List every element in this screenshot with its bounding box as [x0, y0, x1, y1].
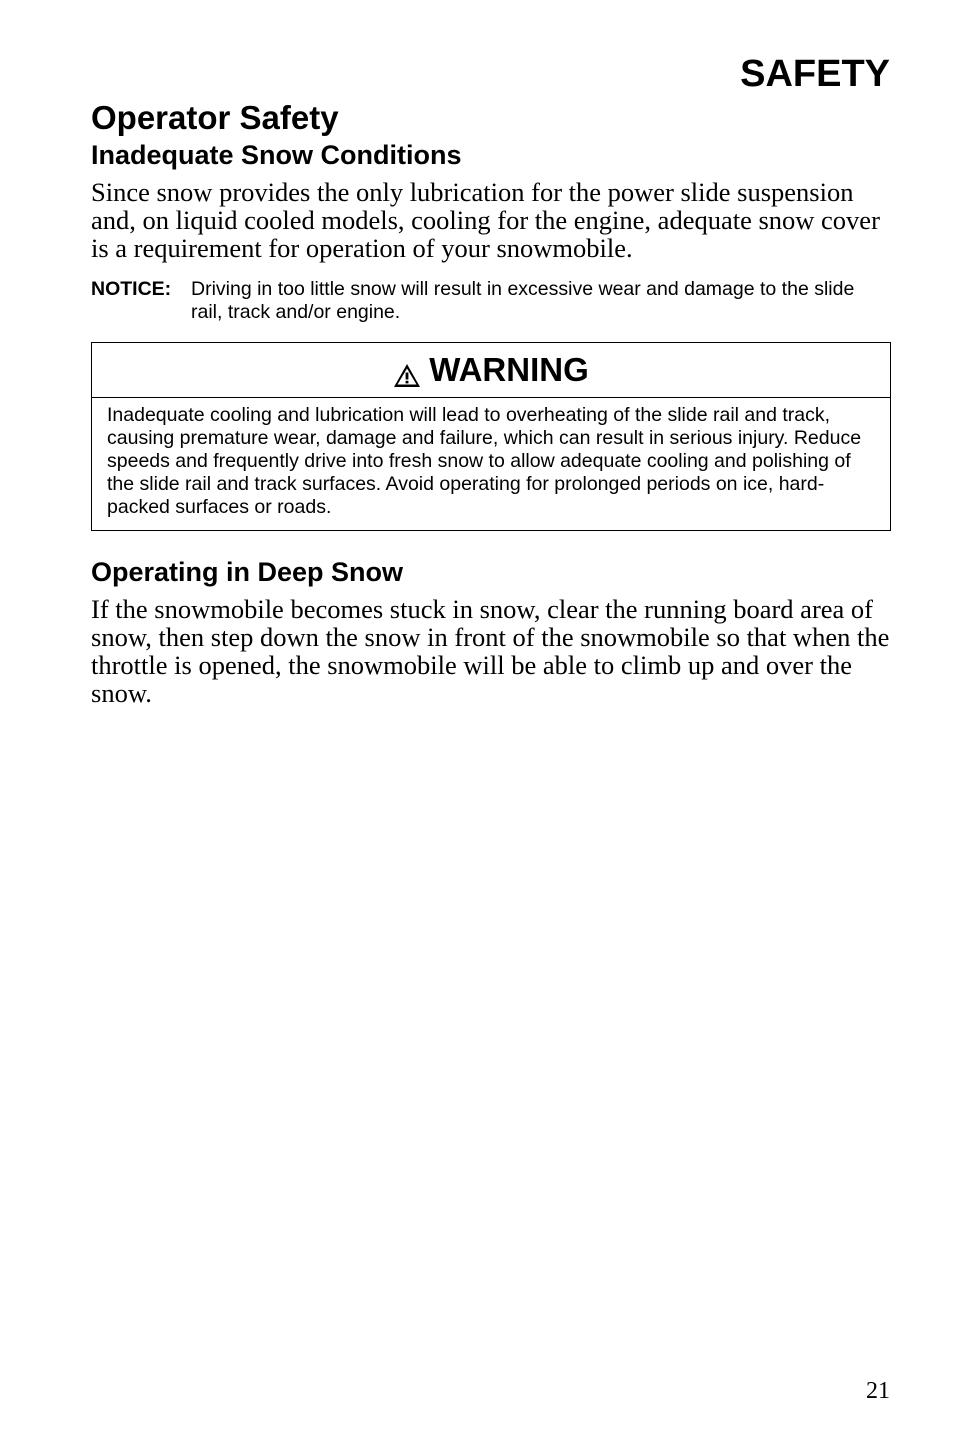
subsection-title-deep-snow: Operating in Deep Snow — [91, 557, 404, 587]
warning-triangle-icon — [393, 358, 421, 383]
page-content — [91, 98, 891, 707]
warning-box — [91, 342, 891, 531]
warning-header — [92, 343, 890, 398]
subsection-title-inadequate-snow: Inadequate Snow Conditions — [91, 140, 462, 170]
paragraph-deep-snow: If the snowmobile becomes stuck in snow, clear the running board area of snow, then step down the snow in front of the snowmobile so that when the throttle is opened, the snowmobile will be able to climb up and over the snow. — [91, 594, 890, 708]
notice-label: NOTICE: — [91, 278, 172, 300]
chapter-title: SAFETY — [740, 53, 890, 95]
notice-text: Driving in too little snow will result in excessive wear and damage to the slide rail, track and/or engine. — [191, 278, 855, 323]
warning-text: Inadequate cooling and lubrication will lead to overheating of the slide rail and track, causing premature wear, damage and failure, which can result in serious injury. Reduce speeds and frequently drive into fresh snow to allow adequate cooling and polishing of the slide rail and track surfaces. Avoid operating for prolonged periods on ice, hard-packed surfaces or roads. — [107, 404, 862, 518]
page-number: 21 — [866, 1378, 890, 1404]
notice-block — [91, 278, 891, 324]
paragraph-inadequate-snow: Since snow provides the only lubrication for the power slide suspension and, on liquid cooled models, cooling for the engine, adequate snow cover is a requirement for operation of your snowmobile. — [91, 177, 880, 263]
warning-title: WARNING — [429, 351, 589, 388]
section-title-operator-safety: Operator Safety — [91, 99, 339, 136]
